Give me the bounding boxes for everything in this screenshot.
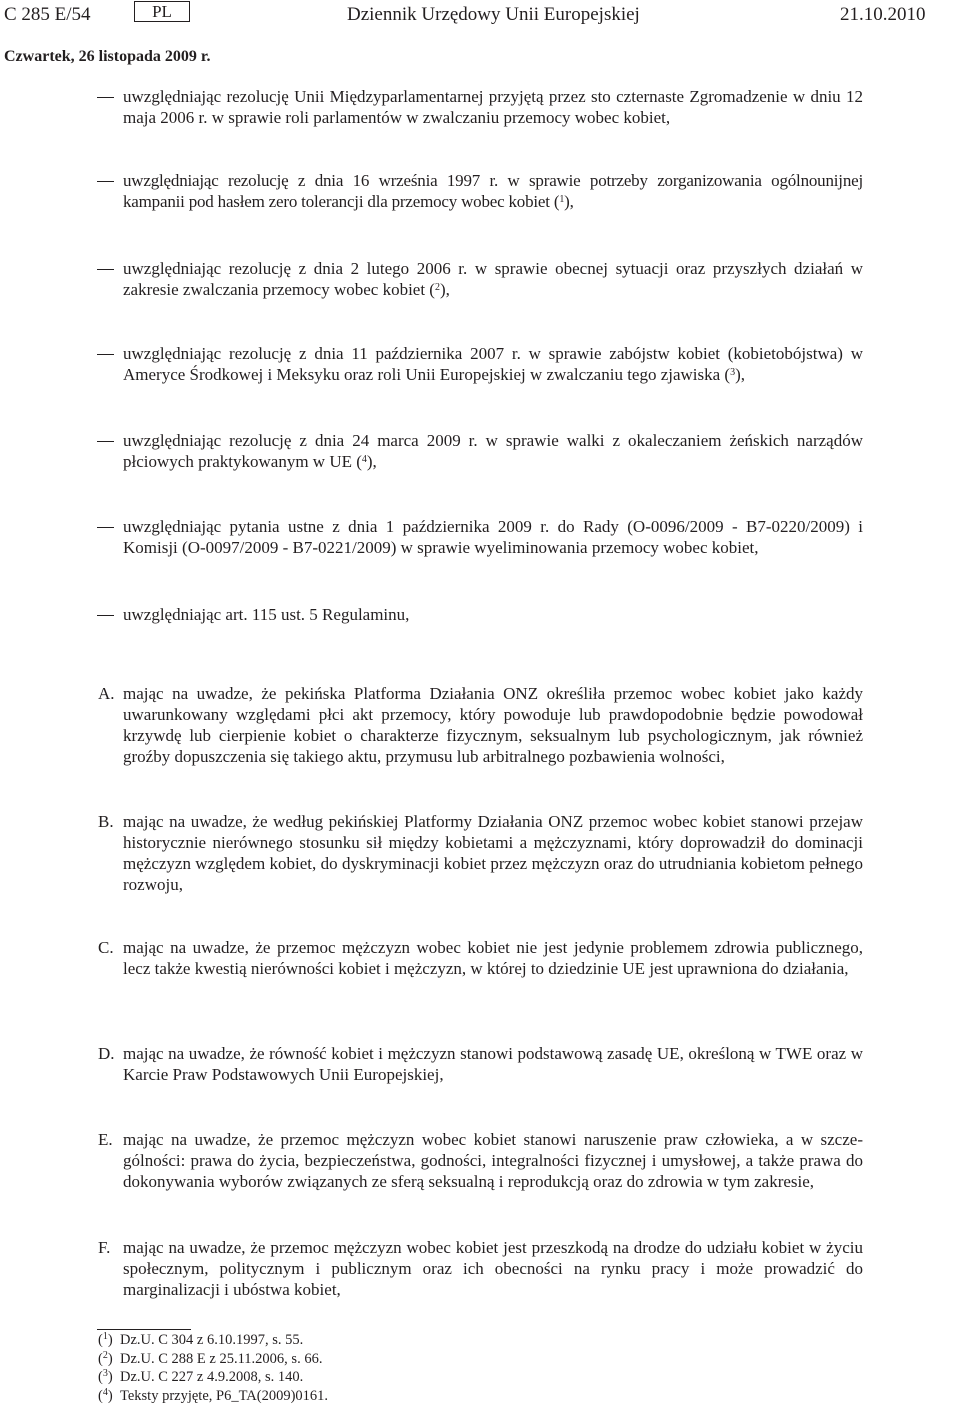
- footnote-number: ($^1$): [98, 1331, 113, 1348]
- footnote-text: Dz.U. C 304 z 6.10.1997, s. 55.: [120, 1332, 304, 1348]
- citation-text: uwzględniając rezolucję z dnia 11 października 2007 r. w sprawie zabójstw kobiet (kobietobójstwa) w Ameryce Środkowej i Meksyku oraz roli Unii Europejskiej w zwalczaniu tego zjawiska (: [123, 344, 863, 384]
- citation-dash: [97, 615, 114, 616]
- citation-dash: [97, 441, 114, 442]
- citation-item: [123, 343, 863, 385]
- citation-item: [123, 516, 863, 558]
- recital-text: mając na uwadze, że według pekińskiej Platformy Działania ONZ przemoc wobec kobiet stanowi przejaw historycznie nierównego stosunku sił między kobietami a mężczyznami, który doprowadził do dominacji mężczyzn względem kobiet, do dyskryminacji kobiet przez mężczyzn oraz do utrudniania kobietom pełnego rozwoju,: [123, 812, 863, 894]
- citation-item: [123, 258, 863, 300]
- citation-item: [123, 86, 863, 128]
- recital-label: D.: [98, 1044, 115, 1063]
- recital-label: A.: [98, 684, 115, 703]
- footnote-item: [98, 1387, 328, 1405]
- recital-label: C.: [98, 938, 114, 957]
- recital-text: mając na uwadze, że pekińska Platforma Działania ONZ określiła przemoc wobec kobiet jako każdy uwarunkowany względami płci akt przemocy, który powoduje lub prawdopodobnie będzie powodował krzywdę lub cierpienie kobiet o charakterze fizycznym, seksualnym lub psychologicznym, jak również groźby dopuszczenia się takiego aktu, przymusu lub arbitralnego pozbawienia wolności,: [123, 684, 863, 766]
- publication-date: 21.10.2010: [840, 4, 926, 25]
- citation-dash: [97, 354, 114, 355]
- footnote-number: ($^3$): [98, 1368, 113, 1385]
- recital-text: mając na uwadze, że przemoc mężczyzn wobec kobiet nie jest jedynie problemem zdrowia publicznego, lecz także kwestią nierówności kobiet i mężczyzn, w której to dziedzinie UE jest uprawniona do działania,: [123, 938, 863, 978]
- page-reference: C 285 E/54: [4, 4, 91, 25]
- footnote-item: [98, 1368, 303, 1386]
- recital-text: mając na uwadze, że przemoc mężczyzn wobec kobiet jest przeszkodą na drodze do udziału kobiet w życiu społecznym, politycznym i publicznym oraz ich obecności na rynku pracy i może prowadzić do marginalizacji i ubóstwa kobiet,: [123, 1238, 863, 1299]
- footnote-number: ($^2$): [98, 1349, 113, 1367]
- footnote-text: Teksty przyjęte, P6_TA(2009)0161.: [120, 1387, 329, 1404]
- citation-text: uwzględniając rezolucję z dnia 2 lutego 2006 r. w sprawie obecnej sytuacji oraz przyszłych działań w zakresie zwalczania przemocy wobec kobiet (: [123, 259, 863, 299]
- footnote-number-digit: 4: [102, 1386, 108, 1398]
- citation-item: [123, 170, 863, 212]
- footnote-reference: 1: [559, 194, 565, 205]
- footnote-text: Dz.U. C 288 E z 25.11.2006, s. 66.: [120, 1350, 323, 1367]
- citation-dash: [97, 181, 114, 182]
- recital-label: E.: [98, 1130, 113, 1149]
- footnote-item: [98, 1350, 322, 1368]
- footnote-separator: [97, 1329, 191, 1330]
- citation-tail: ),: [564, 192, 574, 211]
- citation-text: uwzględniając rezolucję Unii Międzyparlamentarnej przyjętą przez sto czternaste Zgromadzenie w dniu 12 maja 2006 r. w sprawie roli parlamentów w zwalczaniu przemocy wobec kobiet,: [123, 87, 863, 127]
- recital-text: mając na uwadze, że równość kobiet i mężczyzn stanowi podstawową zasadę UE, określoną w TWE oraz w Karcie Praw Podstawowych Unii Europejskiej,: [123, 1044, 863, 1084]
- citation-tail: ),: [439, 280, 450, 299]
- footnote-reference: 3: [730, 367, 736, 378]
- citation-dash: [97, 527, 114, 528]
- footnote-number: ($^4$): [98, 1386, 113, 1404]
- footnote-number-digit: 1: [102, 1331, 108, 1342]
- footnote-number-digit: 3: [102, 1368, 108, 1379]
- recital-text: mając na uwadze, że przemoc mężczyzn wobec kobiet stanowi naruszenie praw człowieka, a w szczególności: prawa do życia, bezpieczeństwa, godności, integralności fizycznej i umysłowej, a także prawa do dokonywania wyborów związanych ze sferą seksualną i reprodukcją oraz do zdrowia w tym zakresie,: [123, 1130, 863, 1191]
- footnote-text: Dz.U. C 227 z 4.9.2008, s. 140.: [120, 1369, 304, 1385]
- citation-text: uwzględniając rezolucję z dnia 24 marca 2009 r. w sprawie walki z okaleczaniem żeńskich narządów płciowych praktykowanym w UE (: [123, 431, 863, 471]
- citation-item: [123, 430, 863, 472]
- footnote-reference: 2: [434, 282, 440, 293]
- citation-text: uwzględniając pytania ustne z dnia 1 października 2009 r. do Rady (O-0096/2009 - B7-0220/2009) i Komisji (O-0097/2009 - B7-0221/2009) w sprawie wyeliminowania przemocy wobec kobiet,: [123, 517, 863, 557]
- citation-item: [123, 604, 863, 625]
- citation-text: uwzględniając art. 115 ust. 5 Regulaminu,: [123, 605, 410, 624]
- recital-label: F.: [98, 1238, 111, 1257]
- footnote-item: [98, 1331, 303, 1349]
- footnote-number-digit: 2: [102, 1349, 108, 1361]
- recital-label: B.: [98, 812, 114, 831]
- citation-dash: [97, 269, 114, 270]
- citation-text: uwzględniając rezolucję z dnia 16 września 1997 r. w sprawie potrzeby zorganizowania ogólnounijnej kampanii pod hasłem zero tolerancji dla przemocy wobec kobiet (: [123, 171, 863, 211]
- sitting-date: Czwartek, 26 listopada 2009 r.: [4, 48, 211, 65]
- journal-title: Dziennik Urzędowy Unii Europejskiej: [347, 4, 640, 25]
- footnote-reference: 4: [361, 454, 367, 465]
- citation-tail: ),: [366, 452, 377, 471]
- citation-dash: [97, 97, 114, 98]
- citation-tail: ),: [735, 365, 746, 384]
- language-badge: PL: [134, 1, 190, 22]
